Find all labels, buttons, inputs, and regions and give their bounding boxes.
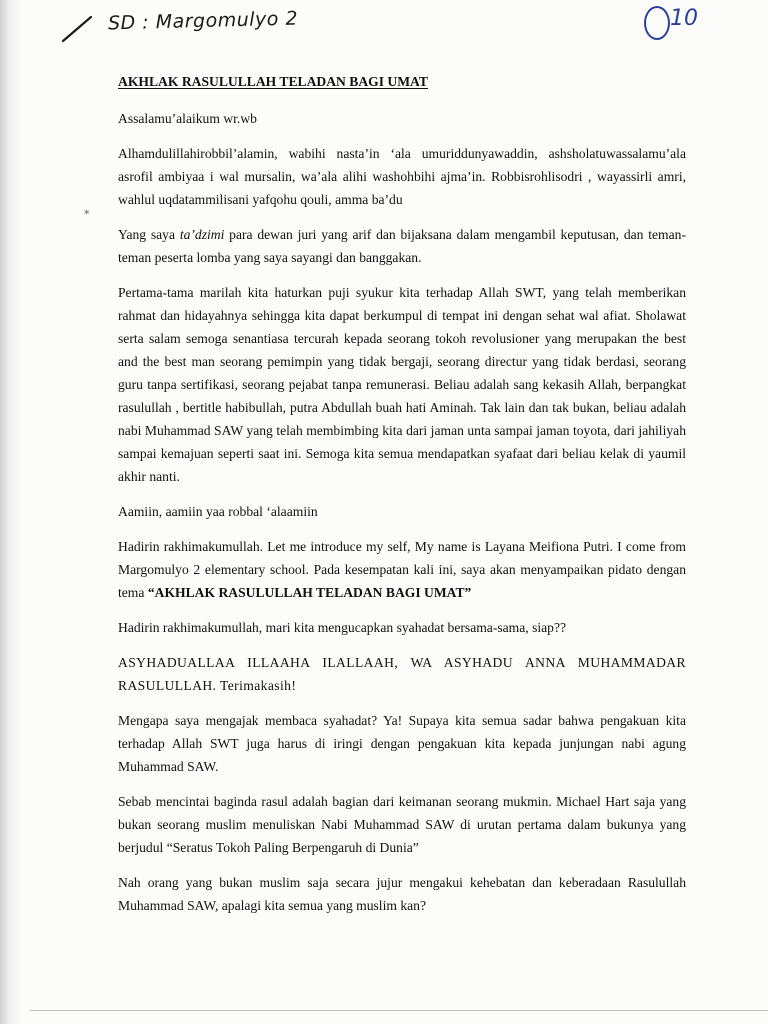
scan-speck: ⁎	[84, 204, 90, 217]
paragraph-praise: Pertama-tama marilah kita haturkan puji syukur kita terhadap Allah SWT, yang telah memberikan rahmat dan hidayahnya sehingga kita dapat berkumpul di tempat ini dengan sehat wal afiat. Sholawat serta salam semoga senantiasa tercurah kepada seorang tokoh revolusioner yang merupakan the best and the best man seorang pemimpin yang tidak bergaji, seorang directur yang tidak berdasi, seorang guru tanpa sertifikasi, seorang pejabat tanpa remunerasi. Beliau adalah sang kekasih Allah, berpangkat rasulullah , bertitle habibullah, putra Abdullah buah hati Aminah. Tak lain dan tak bukan, beliau adalah nabi Muhammad SAW yang telah membimbing kita dari jaman unta sampai jaman toyota, dari jahiliyah sampai kemajuan seperti saat ini. Semoga kita semua mendapatkan syafaat dari beliau kelak di yaumil akhir nanti.	[118, 285, 686, 484]
document-title: AKHLAK RASULULLAH TELADAN BAGI UMAT	[118, 74, 428, 89]
paragraph-amin: Aamiin, aamiin yaa robbal ‘alaamiin	[118, 504, 318, 519]
greeting: Assalamu’alaikum wr.wb	[118, 111, 257, 126]
paragraph-syahadat: ASYHADUALLAA ILLAAHA ILALLAAH, WA ASYHADU ANNA MUHAMMADAR RASULULLAH. Terimakasih!	[118, 655, 686, 693]
page-bottom-edge	[30, 1010, 768, 1011]
paragraph-why-syahadat: Mengapa saya mengajak membaca syahadat? Ya! Supaya kita semua sadar bahwa pengakuan kita terhadap Allah SWT juga harus di iringi dengan pengakuan kita kepada junjungan nabi agung Muhammad SAW.	[118, 713, 686, 774]
speech-document	[118, 70, 686, 929]
grader-mark	[642, 6, 698, 31]
paragraph-address	[118, 223, 686, 269]
speech-theme: “AKHLAK RASULULLAH TELADAN BAGI UMAT”	[147, 585, 472, 600]
handwritten-slash-mark	[60, 14, 94, 44]
grader-score: 10	[670, 6, 698, 31]
introduction-text: Hadirin rakhimakumullah. Let me introduce my self, My name is Layana Meifiona Putri. I come from Margomulyo 2 elementary school. Pada kesempatan kali ini, saya akan menyampaikan pidato dengan tema	[118, 539, 686, 600]
scan-edge-shadow	[0, 0, 22, 1024]
paragraph-opening: Alhamdulillahirobbil’alamin, wabihi nasta’in ‘ala umuriddunyawaddin, ashsholatuwassalamu’ala asrofil ambiyaa i wal mursalin, wa’ala alihi washohbihi ajma’in. Robbisrohlisodri , wayassirli amri, wahlul uqdatammilisani yafqohu qouli, amma ba’du	[118, 146, 686, 207]
paragraph-invitation: Hadirin rakhimakumullah, mari kita mengucapkan syahadat bersama-sama, siap??	[118, 620, 567, 635]
paragraph-closing-question: Nah orang yang bukan muslim saja secara jujur mengakui kehebatan dan keberadaan Rasulullah Muhammad SAW, apalagi kita semua yang muslim kan?	[118, 875, 686, 913]
address-italic-term: ta’dzimi	[179, 227, 225, 242]
paragraph-introduction	[118, 535, 686, 604]
paragraph-michael-hart: Sebab mencintai baginda rasul adalah bagian dari keimanan seorang mukmin. Michael Hart saja yang bukan seorang muslim menuliskan Nabi Muhammad SAW di urutan pertama dalam bukunya yang berjudul “Seratus Tokoh Paling Berpengaruh di Dunia”	[118, 794, 686, 855]
address-text-b: para dewan juri yang arif dan bijaksana dalam mengambil keputusan, dan teman-teman peserta lomba yang saya sayangi dan banggakan.	[118, 227, 686, 265]
address-text-a: Yang saya	[118, 227, 180, 242]
handwritten-school-label: SD : Margomulyo 2	[107, 7, 299, 35]
